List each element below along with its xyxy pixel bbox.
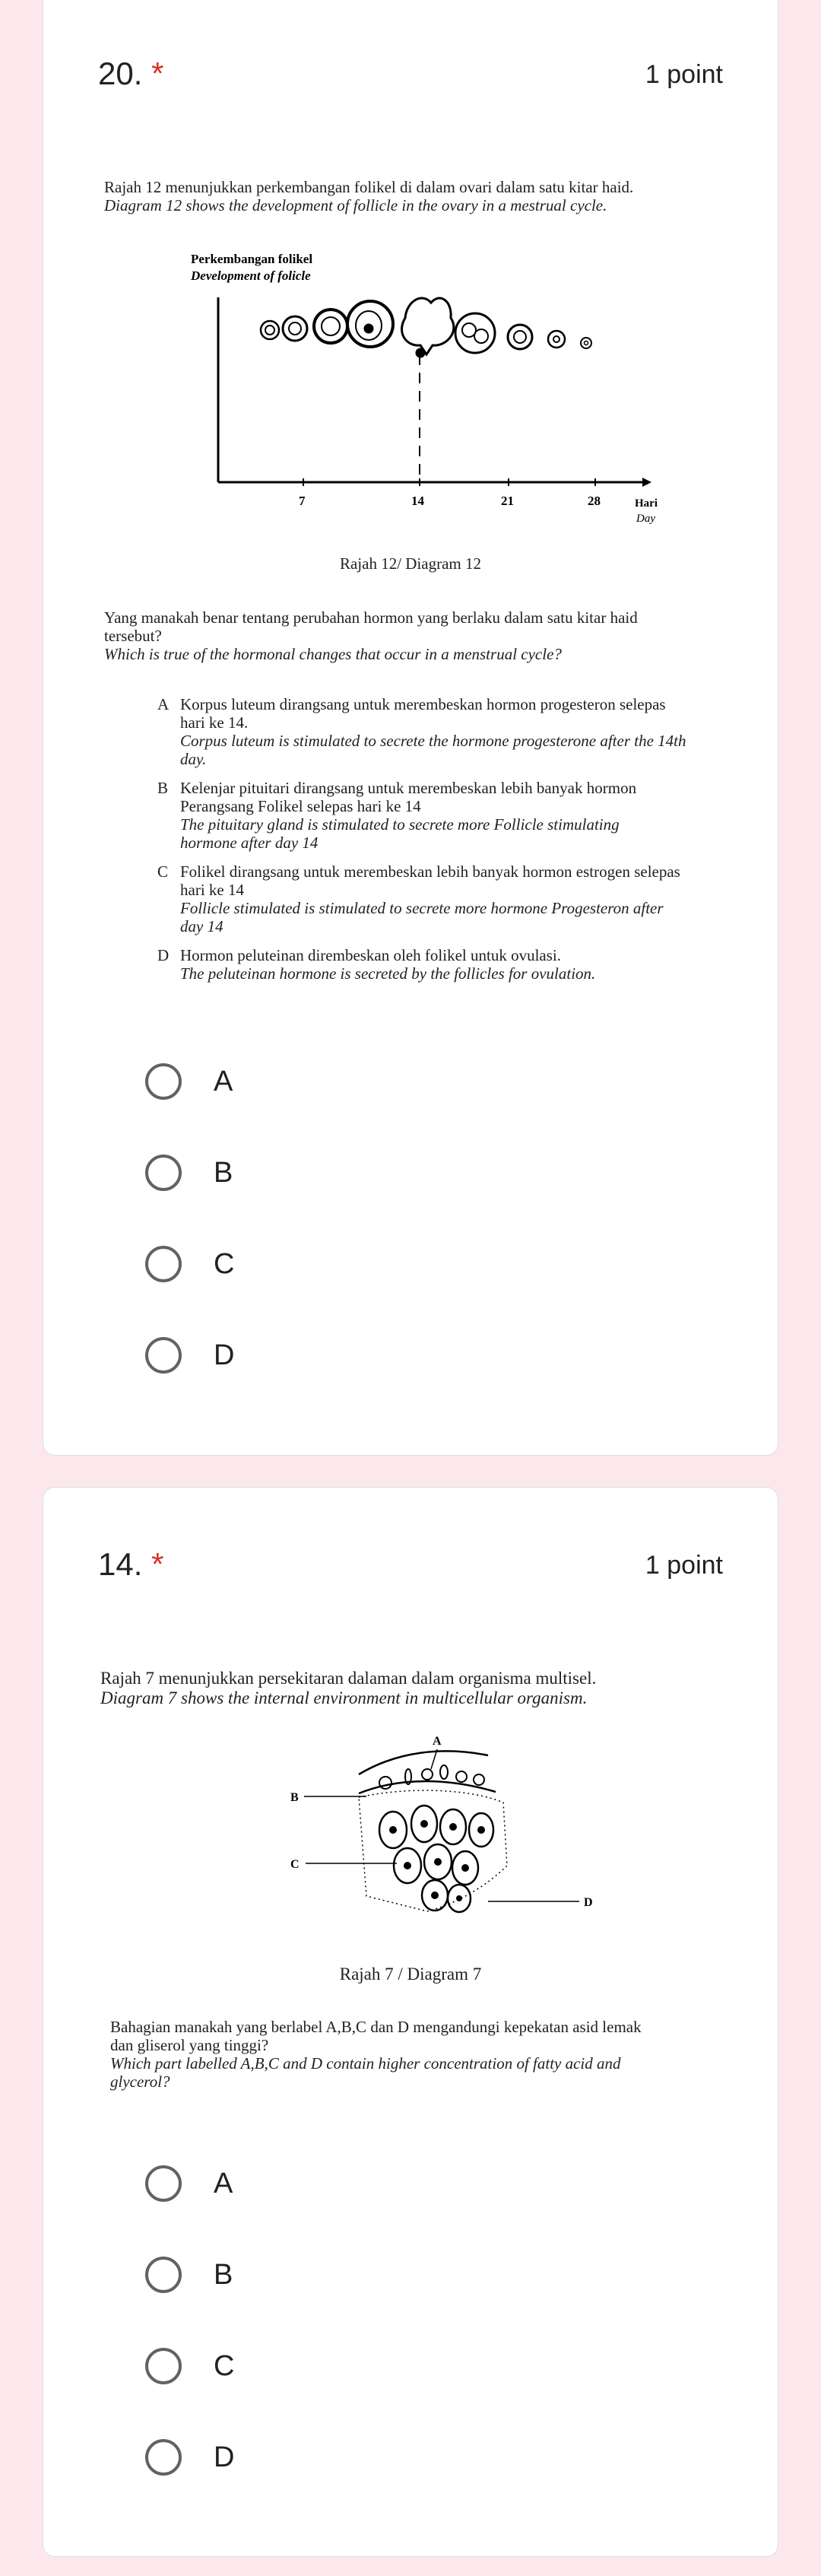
choice-a[interactable]: A bbox=[145, 1060, 233, 1103]
corpus-luteum-icon bbox=[508, 325, 532, 349]
question-number: 20. * bbox=[98, 56, 164, 91]
nucleus-icon bbox=[477, 1826, 485, 1834]
nucleus-icon bbox=[420, 1820, 428, 1828]
points-label: 1 point bbox=[645, 1551, 723, 1580]
blood-cell-icon bbox=[440, 1765, 448, 1779]
diagram-label-b: B bbox=[290, 1791, 299, 1804]
choice-d[interactable]: D bbox=[145, 1334, 234, 1377]
x-axis-label-en: Day bbox=[636, 513, 655, 525]
nucleus-icon bbox=[389, 1826, 397, 1834]
question-prompt: Yang manakah benar tentang perubahan hormon yang berlaku dalam satu kitar haid tersebut? Which is true of the hormonal changes that occur in a menstrual cycle? bbox=[104, 608, 638, 663]
blood-cell-icon bbox=[474, 1774, 484, 1785]
diagram-caption: Rajah 12/ Diagram 12 bbox=[339, 554, 482, 573]
question-stem: Rajah 12 menunjukkan perkembangan folikel di dalam ovari dalam satu kitar haid. Diagram 12 shows the development of follicle in the ovary in a mestrual cycle. bbox=[104, 178, 634, 214]
cell-nuclei bbox=[389, 1820, 485, 1901]
nucleus-icon bbox=[404, 1862, 411, 1869]
question-stem: Rajah 7 menunjukkan persekitaran dalaman dalam organisma multisel. Diagram 7 shows the internal environment in multicellular organism. bbox=[100, 1669, 597, 1707]
diagram-label-a: A bbox=[433, 1735, 442, 1748]
x-tick-label: 28 bbox=[588, 494, 601, 508]
corpus-luteum-icon bbox=[514, 331, 526, 343]
radio-button[interactable] bbox=[145, 2165, 182, 2202]
radio-button[interactable] bbox=[145, 2439, 182, 2476]
corpus-albicans-icon bbox=[553, 336, 559, 342]
follicle-icon bbox=[265, 326, 274, 335]
radio-button[interactable] bbox=[145, 2348, 182, 2384]
choice-b[interactable]: B bbox=[145, 1151, 233, 1194]
choice-a[interactable]: A bbox=[145, 2162, 233, 2205]
x-axis-arrow bbox=[642, 478, 651, 487]
question-card-20 bbox=[43, 0, 778, 1456]
option-text-d: D Hormon peluteinan dirembeskan oleh folikel untuk ovulasi. The peluteinan hormone is secreted by the follicles for ovulation. bbox=[157, 946, 596, 983]
radio-button[interactable] bbox=[145, 1155, 182, 1191]
nucleus-icon bbox=[449, 1823, 457, 1831]
diagram-label-c: C bbox=[290, 1858, 300, 1871]
follicle-icon bbox=[314, 310, 347, 343]
required-asterisk: * bbox=[151, 1546, 164, 1582]
corpus-luteum-icon bbox=[474, 329, 488, 343]
corpus-albicans-icon bbox=[548, 331, 565, 348]
ovum-icon bbox=[416, 348, 425, 357]
ruptured-follicle-icon bbox=[402, 298, 454, 354]
choice-c[interactable]: C bbox=[145, 1243, 234, 1285]
radio-button[interactable] bbox=[145, 1246, 182, 1282]
follicle-development-diagram bbox=[179, 248, 680, 537]
blood-cell-icon bbox=[456, 1771, 467, 1782]
points-label: 1 point bbox=[645, 60, 723, 89]
follicle-icon bbox=[364, 324, 373, 333]
x-tick-label: 14 bbox=[411, 494, 424, 508]
diagram-title-ms: Perkembangan folikel bbox=[191, 252, 313, 266]
corpus-albicans-icon bbox=[581, 338, 591, 348]
nucleus-icon bbox=[431, 1892, 439, 1899]
x-tick-label: 7 bbox=[299, 494, 306, 508]
choice-c[interactable]: C bbox=[145, 2345, 234, 2387]
option-text-b: B Kelenjar pituitari dirangsang untuk merembeskan lebih banyak hormon Perangsang Folikel selepas hari ke 14 The pituitary gland is stimulated to secrete more Follicle stimulating hormone after day 14 bbox=[157, 779, 637, 852]
diagram-label-d: D bbox=[584, 1896, 593, 1909]
question-number: 14. * bbox=[98, 1546, 164, 1582]
option-text-c: C Folikel dirangsang untuk merembeskan lebih banyak hormon estrogen selepas hari ke 14 Follicle stimulated is stimulated to secrete more hormone Progesteron after day 14 bbox=[157, 862, 680, 935]
x-axis-label-ms: Hari bbox=[635, 497, 658, 510]
nucleus-icon bbox=[461, 1864, 469, 1872]
choice-b[interactable]: B bbox=[145, 2254, 233, 2296]
radio-button[interactable] bbox=[145, 1063, 182, 1100]
radio-button[interactable] bbox=[145, 2257, 182, 2293]
follicle-sequence bbox=[261, 298, 591, 357]
blood-cell-icon bbox=[379, 1777, 391, 1789]
radio-button[interactable] bbox=[145, 1337, 182, 1374]
required-asterisk: * bbox=[151, 56, 164, 91]
question-prompt: Bahagian manakah yang berlabel A,B,C dan D mengandungi kepekatan asid lemak dan gliserol yang tinggi? Which part labelled A,B,C and D contain higher concentration of fatty acid and glycerol? bbox=[110, 2018, 642, 2091]
follicle-icon bbox=[322, 317, 340, 335]
question-card-14 bbox=[43, 1487, 778, 2557]
nucleus-icon bbox=[456, 1895, 462, 1901]
nucleus-icon bbox=[434, 1858, 442, 1866]
blood-cell-icon bbox=[422, 1769, 433, 1780]
corpus-albicans-icon bbox=[585, 341, 588, 345]
internal-environment-diagram bbox=[245, 1733, 625, 1945]
diagram-caption: Rajah 7 / Diagram 7 bbox=[339, 1965, 482, 1984]
follicle-icon bbox=[289, 322, 301, 335]
x-tick-label: 21 bbox=[501, 494, 514, 508]
choice-d[interactable]: D bbox=[145, 2436, 234, 2479]
option-text-a: A Korpus luteum dirangsang untuk merembeskan hormon progesteron selepas hari ke 14. Corpus luteum is stimulated to secrete the hormone progesterone after the 14th day. bbox=[157, 695, 686, 768]
diagram-title-en: Development of folicle bbox=[191, 268, 311, 283]
follicle-icon bbox=[261, 321, 279, 339]
follicle-icon bbox=[283, 316, 307, 341]
